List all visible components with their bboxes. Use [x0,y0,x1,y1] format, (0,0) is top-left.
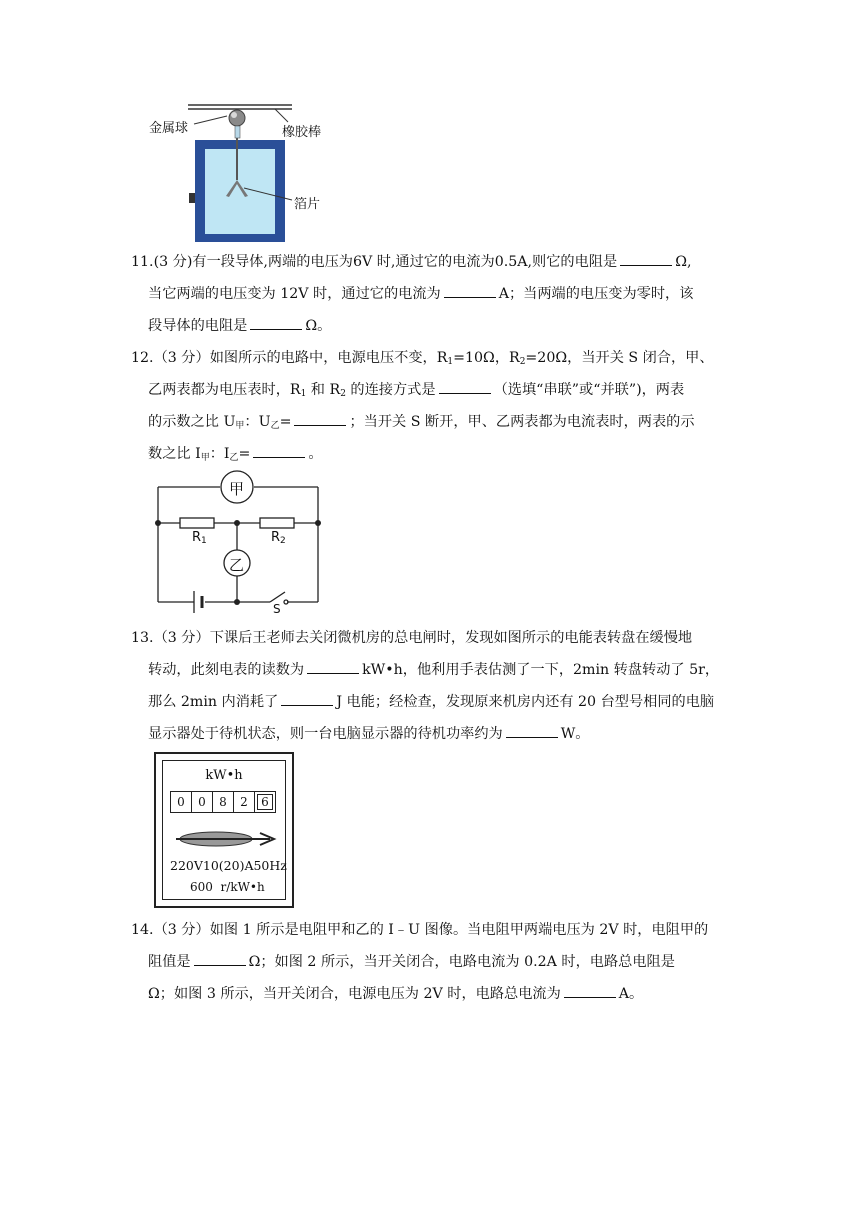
circuit-diagram [150,470,330,615]
question-13: 13.（3 分）下课后王老师去关闭微机房的总电闸时，发现如图所示的电能表转盘在缓慢地 转动，此刻电表的读数为 kW•h，他利用手表估测了一下，2min 转盘转动了 5r， 那么 2min 内消耗了 J 电能；经检查，发现原来机房内还有 20 台型号相同的电脑 显示器处于待机状态，则一台电脑显示器的待机功率约为 W。 [131,630,720,742]
meter-rating: 220V10(20)A50Hz [170,858,287,873]
answer-blank[interactable] [620,249,672,266]
question-score: （3 分） [153,922,210,938]
answer-blank[interactable] [444,281,496,298]
label-metal-ball: 金属球 [149,121,189,136]
meter-digit: 8 [213,791,234,813]
meter-digit: 0 [192,791,213,813]
question-number: 12. [131,350,154,366]
meter-yi-label: 乙 [229,556,245,574]
question-12: 12.（3 分）如图所示的电路中，电源电压不变，$R_1=10\Omega$，$R_2=20\Omega$，当开关 S 闭合，甲、 乙两表都为电压表时，$R_1$ 和 $R_2$ 的连接方式是 （选填“串联”或“并联”)，两表 的示数之比 $U_甲$：$U_乙=$ ；当开关 S 断开，甲、乙两表都为电流表时，两表的示 数之比 $I_甲$：$I_乙=$ 。 [131,350,714,463]
question-number: 14. [131,922,154,938]
question-11: 11.(3 分)有一段导体,两端的电压为6V 时,通过它的电流为0.5A,则它的电阻是 Ω, 当它两端的电压变为 12V 时，通过它的电流为 A；当两端的电压变为零时，该 段导体的电阻是 Ω。 [131,246,741,342]
answer-blank[interactable] [281,689,333,706]
meter-disc-arrow-icon [174,826,278,852]
question-score: （3 分） [153,350,210,366]
energy-meter [154,752,294,908]
label-rubber-rod: 橡胶棒 [282,125,322,140]
meter-constant: 600 r/kW•h [190,880,265,894]
meter-jia-label: 甲 [229,480,245,498]
answer-blank[interactable] [307,657,359,674]
switch-label: S [273,602,281,616]
meter-unit: kW•h [205,768,243,783]
resistor-r2-label: $R_2$ [271,530,286,546]
answer-blank[interactable] [250,313,302,330]
question-score: (3 分) [153,254,193,270]
label-foil: 箔片 [294,197,321,212]
meter-digit: 0 [170,791,192,813]
answer-blank[interactable] [439,377,491,394]
answer-blank[interactable] [194,949,246,966]
answer-blank[interactable] [294,409,346,426]
answer-blank[interactable] [506,721,558,738]
question-number: 11. [131,254,154,270]
electroscope-figure [140,96,340,246]
answer-blank[interactable] [253,441,305,458]
meter-digits [170,791,276,813]
resistor-r1-label: $R_1$ [192,530,207,546]
question-number: 13. [131,630,154,646]
question-14: 14.（3 分）如图 1 所示是电阻甲和乙的 I﹣U 图像。当电阻甲两端电压为 2V 时，电阻甲的 阻值是 Ω；如图 2 所示，当开关闭合，电路电流为 0.2A 时，电路总电阻是 Ω；如图 3 所示，当开关闭合，电源电压为 2V 时，电路总电流为 A。 [131,922,709,1002]
question-score: （3 分） [153,630,210,646]
meter-digit: 2 [234,791,255,813]
meter-digit-decimal: 6 [255,791,276,813]
answer-blank[interactable] [564,981,616,998]
